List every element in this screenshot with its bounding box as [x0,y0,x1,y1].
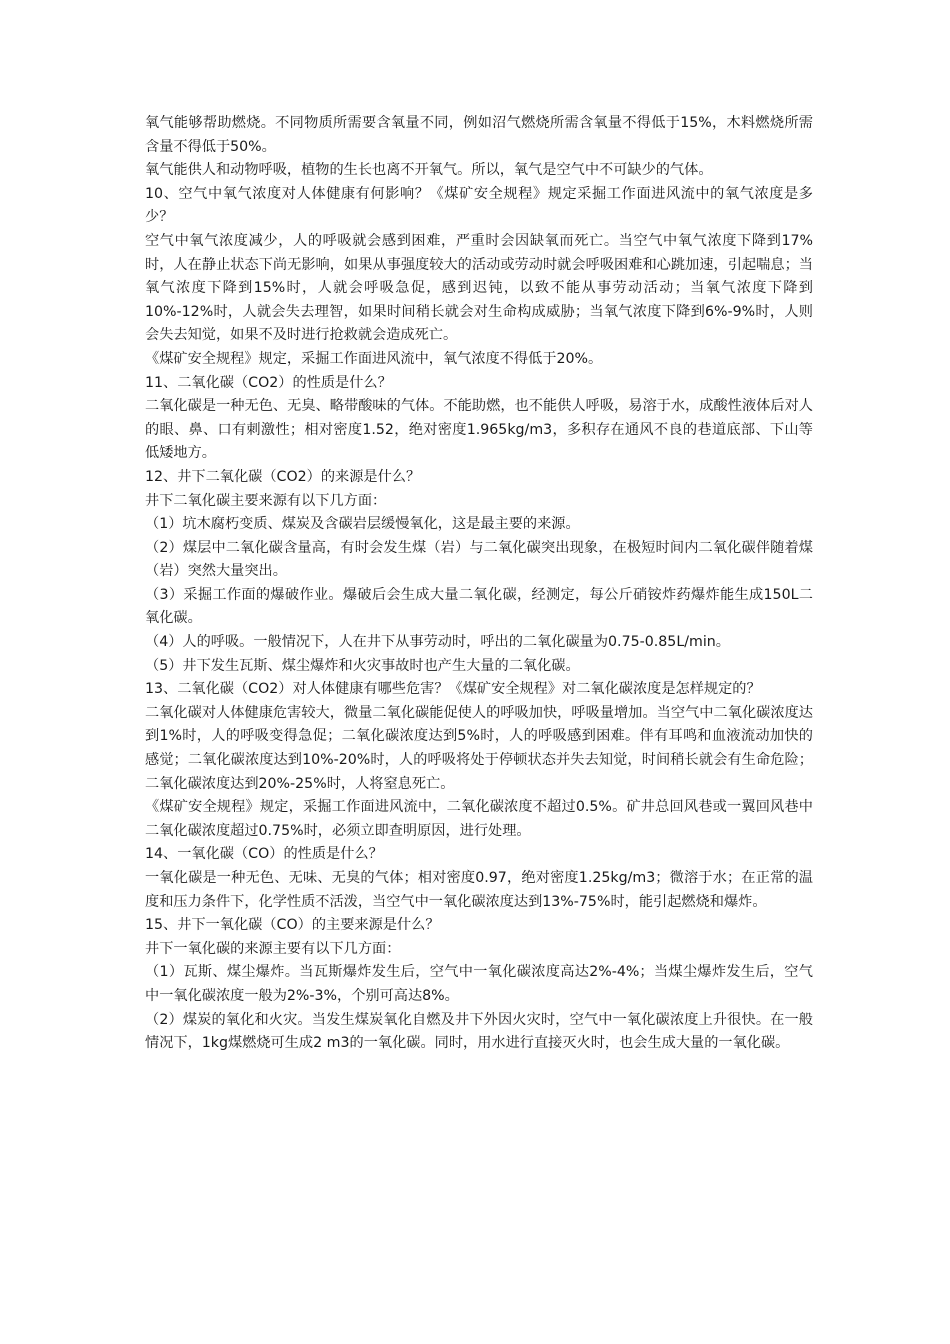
document-body [145,112,813,1056]
paragraph: 二氧化碳对人体健康危害较大，微量二氧化碳能促使人的呼吸加快，呼吸量增加。当空气中二氧化碳浓度达到1%时，人的呼吸变得急促；二氧化碳浓度达到5%时，人的呼吸感到困难。伴有耳鸣和血液流动加快的感觉；二氧化碳浓度达到10%-20%时，人的呼吸将处于停顿状态并失去知觉，时间稍长就会有生命危险；二氧化碳浓度达到20%-25%时，人将窒息死亡。 [145,704,813,792]
paragraph: 氧气能供人和动物呼吸，植物的生长也离不开氧气。所以，氧气是空气中不可缺少的气体。 [145,162,713,179]
paragraph: 井下一氧化碳的来源主要有以下几方面： [145,940,401,957]
paragraph: 一氧化碳是一种无色、无味、无臭的气体；相对密度0.97，绝对密度1.25kg/m3；微溶于水；在正常的温度和压力条件下，化学性质不活泼，当空气中一氧化碳浓度达到13%-75%时，能引起燃烧和爆炸。 [145,870,813,910]
paragraph: 二氧化碳是一种无色、无臭、略带酸味的气体。不能助燃，也不能供人呼吸，易溶于水，成酸性液体后对人的眼、鼻、口有刺激性；相对密度1.52，绝对密度1.965kg/m3，多积存在通风不良的巷道底部、下山等低矮地方。 [145,398,813,462]
paragraph: 井下二氧化碳主要来源有以下几方面： [145,492,387,509]
question-heading: 13、二氧化碳（CO2）对人体健康有哪些危害？《煤矿安全规程》对二氧化碳浓度是怎样规定的？ [145,681,761,698]
question-heading: 11、二氧化碳（CO2）的性质是什么？ [145,374,392,391]
question-heading: 15、井下一氧化碳（CO）的主要来源是什么？ [145,917,440,934]
list-item: （5）井下发生瓦斯、煤尘爆炸和火灾事故时也产生大量的二氧化碳。 [145,657,580,674]
list-item: （1）瓦斯、煤尘爆炸。当瓦斯爆炸发生后，空气中一氧化碳浓度高达2%-4%；当煤尘爆炸发生后，空气中一氧化碳浓度一般为2%-3%，个别可高达8%。 [145,964,813,1004]
list-item: （4）人的呼吸。一般情况下，人在井下从事劳动时，呼出的二氧化碳量为0.75-0.85L/min。 [145,634,730,651]
paragraph: 《煤矿安全规程》规定，采掘工作面进风流中，二氧化碳浓度不超过0.5%。矿井总回风巷或一翼回风巷中二氧化碳浓度超过0.75%时，必须立即查明原因，进行处理。 [145,799,813,839]
paragraph: 空气中氧气浓度减少，人的呼吸就会感到困难，严重时会因缺氧而死亡。当空气中氧气浓度下降到17%时，人在静止状态下尚无影响，如果从事强度较大的活动或劳动时就会呼吸困难和心跳加速，引起喘息；当氧气浓度下降到15%时，人就会呼吸急促，感到迟钝，以致不能从事劳动活动；当氧气浓度下降到10%-12%时，人就会失去理智，如果时间稍长就会对生命构成威胁；当氧气浓度下降到6%-9%时，人则会失去知觉，如果不及时进行抢救就会造成死亡。 [145,232,813,344]
list-item: （1）坑木腐朽变质、煤炭及含碳岩层缓慢氧化，这是最主要的来源。 [145,516,580,533]
question-heading: 14、一氧化碳（CO）的性质是什么？ [145,846,383,863]
question-heading: 12、井下二氧化碳（CO2）的来源是什么？ [145,468,421,485]
list-item: （2）煤炭的氧化和火灾。当发生煤炭氧化自燃及井下外因火灾时，空气中一氧化碳浓度上升很快。在一般情况下，1kg煤燃烧可生成2 m3的一氧化碳。同时，用水进行直接灭火时，也会生成大量的一氧化碳。 [145,1011,813,1052]
list-item: （2）煤层中二氧化碳含量高，有时会发生煤（岩）与二氧化碳突出现象，在极短时间内二氧化碳伴随着煤（岩）突然大量突出。 [145,539,813,580]
question-heading: 10、空气中氧气浓度对人体健康有何影响？《煤矿安全规程》规定采掘工作面进风流中的氧气浓度是多少？ [145,185,813,226]
paragraph: 《煤矿安全规程》规定，采掘工作面进风流中，氧气浓度不得低于20%。 [145,350,603,367]
list-item: （3）采掘工作面的爆破作业。爆破后会生成大量二氧化碳，经测定，每公斤硝铵炸药爆炸能生成150L二氧化碳。 [145,586,813,627]
paragraph: 氧气能够帮助燃烧。不同物质所需要含氧量不同，例如沼气燃烧所需含氧量不得低于15%，木料燃烧所需含量不得低于50%。 [145,115,813,155]
